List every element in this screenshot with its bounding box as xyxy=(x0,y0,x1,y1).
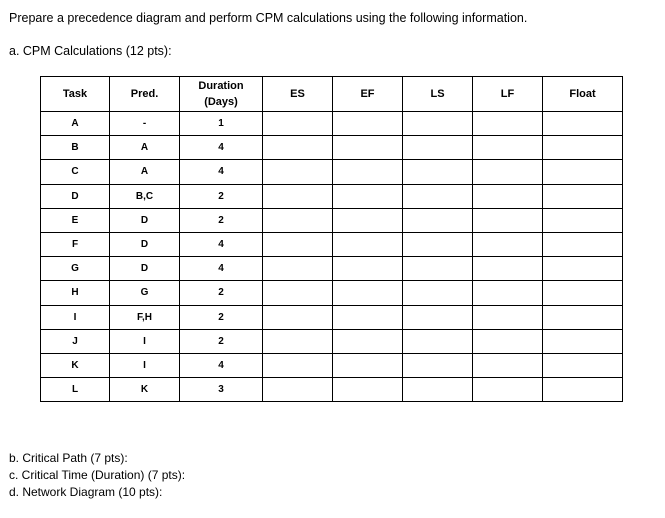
ls-cell[interactable] xyxy=(403,353,473,377)
header-lf: LF xyxy=(473,77,543,112)
duration-cell: 3 xyxy=(180,378,263,402)
header-ls: LS xyxy=(403,77,473,112)
float-cell[interactable] xyxy=(543,353,623,377)
es-cell[interactable] xyxy=(263,184,333,208)
pred-cell: F,H xyxy=(110,305,180,329)
header-float: Float xyxy=(543,77,623,112)
pred-cell: D xyxy=(110,208,180,232)
table-header-row xyxy=(41,77,623,112)
ef-cell[interactable] xyxy=(333,184,403,208)
task-cell: A xyxy=(41,112,110,136)
ls-cell[interactable] xyxy=(403,160,473,184)
float-cell[interactable] xyxy=(543,160,623,184)
lf-cell[interactable] xyxy=(473,160,543,184)
duration-cell: 2 xyxy=(180,329,263,353)
lf-cell[interactable] xyxy=(473,136,543,160)
footer-questions xyxy=(9,450,185,501)
part-c-label: c. Critical Time (Duration) (7 pts): xyxy=(9,468,186,482)
ef-cell[interactable] xyxy=(333,353,403,377)
ef-cell[interactable] xyxy=(333,257,403,281)
float-cell[interactable] xyxy=(543,208,623,232)
table-row xyxy=(41,160,623,184)
pred-cell: A xyxy=(110,136,180,160)
table-row xyxy=(41,136,623,160)
part-b-label: b. Critical Path (7 pts): xyxy=(9,451,128,465)
pred-cell: I xyxy=(110,329,180,353)
float-cell[interactable] xyxy=(543,112,623,136)
ls-cell[interactable] xyxy=(403,208,473,232)
task-cell: G xyxy=(41,257,110,281)
pred-cell: G xyxy=(110,281,180,305)
lf-cell[interactable] xyxy=(473,184,543,208)
pred-cell: - xyxy=(110,112,180,136)
ls-cell[interactable] xyxy=(403,232,473,256)
es-cell[interactable] xyxy=(263,136,333,160)
cpm-table xyxy=(40,76,623,402)
es-cell[interactable] xyxy=(263,112,333,136)
es-cell[interactable] xyxy=(263,232,333,256)
float-cell[interactable] xyxy=(543,329,623,353)
float-cell[interactable] xyxy=(543,281,623,305)
duration-cell: 4 xyxy=(180,232,263,256)
task-cell: L xyxy=(41,378,110,402)
es-cell[interactable] xyxy=(263,378,333,402)
table-row xyxy=(41,281,623,305)
duration-cell: 4 xyxy=(180,353,263,377)
header-ef: EF xyxy=(333,77,403,112)
task-cell: D xyxy=(41,184,110,208)
ls-cell[interactable] xyxy=(403,184,473,208)
lf-cell[interactable] xyxy=(473,112,543,136)
ls-cell[interactable] xyxy=(403,257,473,281)
duration-cell: 1 xyxy=(180,112,263,136)
header-es: ES xyxy=(263,77,333,112)
es-cell[interactable] xyxy=(263,305,333,329)
lf-cell[interactable] xyxy=(473,257,543,281)
es-cell[interactable] xyxy=(263,257,333,281)
float-cell[interactable] xyxy=(543,232,623,256)
ls-cell[interactable] xyxy=(403,378,473,402)
ls-cell[interactable] xyxy=(403,281,473,305)
es-cell[interactable] xyxy=(263,281,333,305)
lf-cell[interactable] xyxy=(473,329,543,353)
ef-cell[interactable] xyxy=(333,208,403,232)
pred-cell: D xyxy=(110,232,180,256)
es-cell[interactable] xyxy=(263,329,333,353)
lf-cell[interactable] xyxy=(473,305,543,329)
table-row xyxy=(41,305,623,329)
lf-cell[interactable] xyxy=(473,281,543,305)
float-cell[interactable] xyxy=(543,184,623,208)
duration-cell: 4 xyxy=(180,257,263,281)
table-row xyxy=(41,378,623,402)
task-cell: J xyxy=(41,329,110,353)
lf-cell[interactable] xyxy=(473,378,543,402)
duration-cell: 2 xyxy=(180,281,263,305)
table-row xyxy=(41,112,623,136)
pred-cell: D xyxy=(110,257,180,281)
ef-cell[interactable] xyxy=(333,160,403,184)
part-a-heading: a. CPM Calculations (12 pts): xyxy=(9,44,172,58)
pred-cell: B,C xyxy=(110,184,180,208)
part-d-label: d. Network Diagram (10 pts): xyxy=(9,485,163,499)
table-row xyxy=(41,208,623,232)
es-cell[interactable] xyxy=(263,160,333,184)
float-cell[interactable] xyxy=(543,257,623,281)
ef-cell[interactable] xyxy=(333,378,403,402)
table-row xyxy=(41,353,623,377)
float-cell[interactable] xyxy=(543,378,623,402)
duration-cell: 2 xyxy=(180,184,263,208)
duration-cell: 2 xyxy=(180,305,263,329)
pred-cell: I xyxy=(110,353,180,377)
float-cell[interactable] xyxy=(543,136,623,160)
pred-cell: A xyxy=(110,160,180,184)
task-cell: F xyxy=(41,232,110,256)
ef-cell[interactable] xyxy=(333,136,403,160)
table-row xyxy=(41,232,623,256)
task-cell: I xyxy=(41,305,110,329)
header-pred: Pred. xyxy=(110,77,180,112)
table-row xyxy=(41,184,623,208)
ls-cell[interactable] xyxy=(403,112,473,136)
duration-cell: 4 xyxy=(180,136,263,160)
ef-cell[interactable] xyxy=(333,112,403,136)
instructions-text: Prepare a precedence diagram and perform CPM calculations using the following information. xyxy=(9,11,528,25)
header-duration-line1: Duration xyxy=(198,80,244,92)
ef-cell[interactable] xyxy=(333,305,403,329)
ef-cell[interactable] xyxy=(333,232,403,256)
duration-cell: 2 xyxy=(180,208,263,232)
ls-cell[interactable] xyxy=(403,329,473,353)
table-row xyxy=(41,257,623,281)
lf-cell[interactable] xyxy=(473,353,543,377)
es-cell[interactable] xyxy=(263,353,333,377)
table-row xyxy=(41,329,623,353)
task-cell: K xyxy=(41,353,110,377)
task-cell: E xyxy=(41,208,110,232)
header-duration xyxy=(180,77,263,112)
lf-cell[interactable] xyxy=(473,208,543,232)
ef-cell[interactable] xyxy=(333,329,403,353)
float-cell[interactable] xyxy=(543,305,623,329)
task-cell: C xyxy=(41,160,110,184)
duration-cell: 4 xyxy=(180,160,263,184)
ls-cell[interactable] xyxy=(403,136,473,160)
header-duration-line2: (Days) xyxy=(204,96,238,108)
task-cell: H xyxy=(41,281,110,305)
task-cell: B xyxy=(41,136,110,160)
es-cell[interactable] xyxy=(263,208,333,232)
pred-cell: K xyxy=(110,378,180,402)
lf-cell[interactable] xyxy=(473,232,543,256)
ef-cell[interactable] xyxy=(333,281,403,305)
ls-cell[interactable] xyxy=(403,305,473,329)
header-task: Task xyxy=(41,77,110,112)
